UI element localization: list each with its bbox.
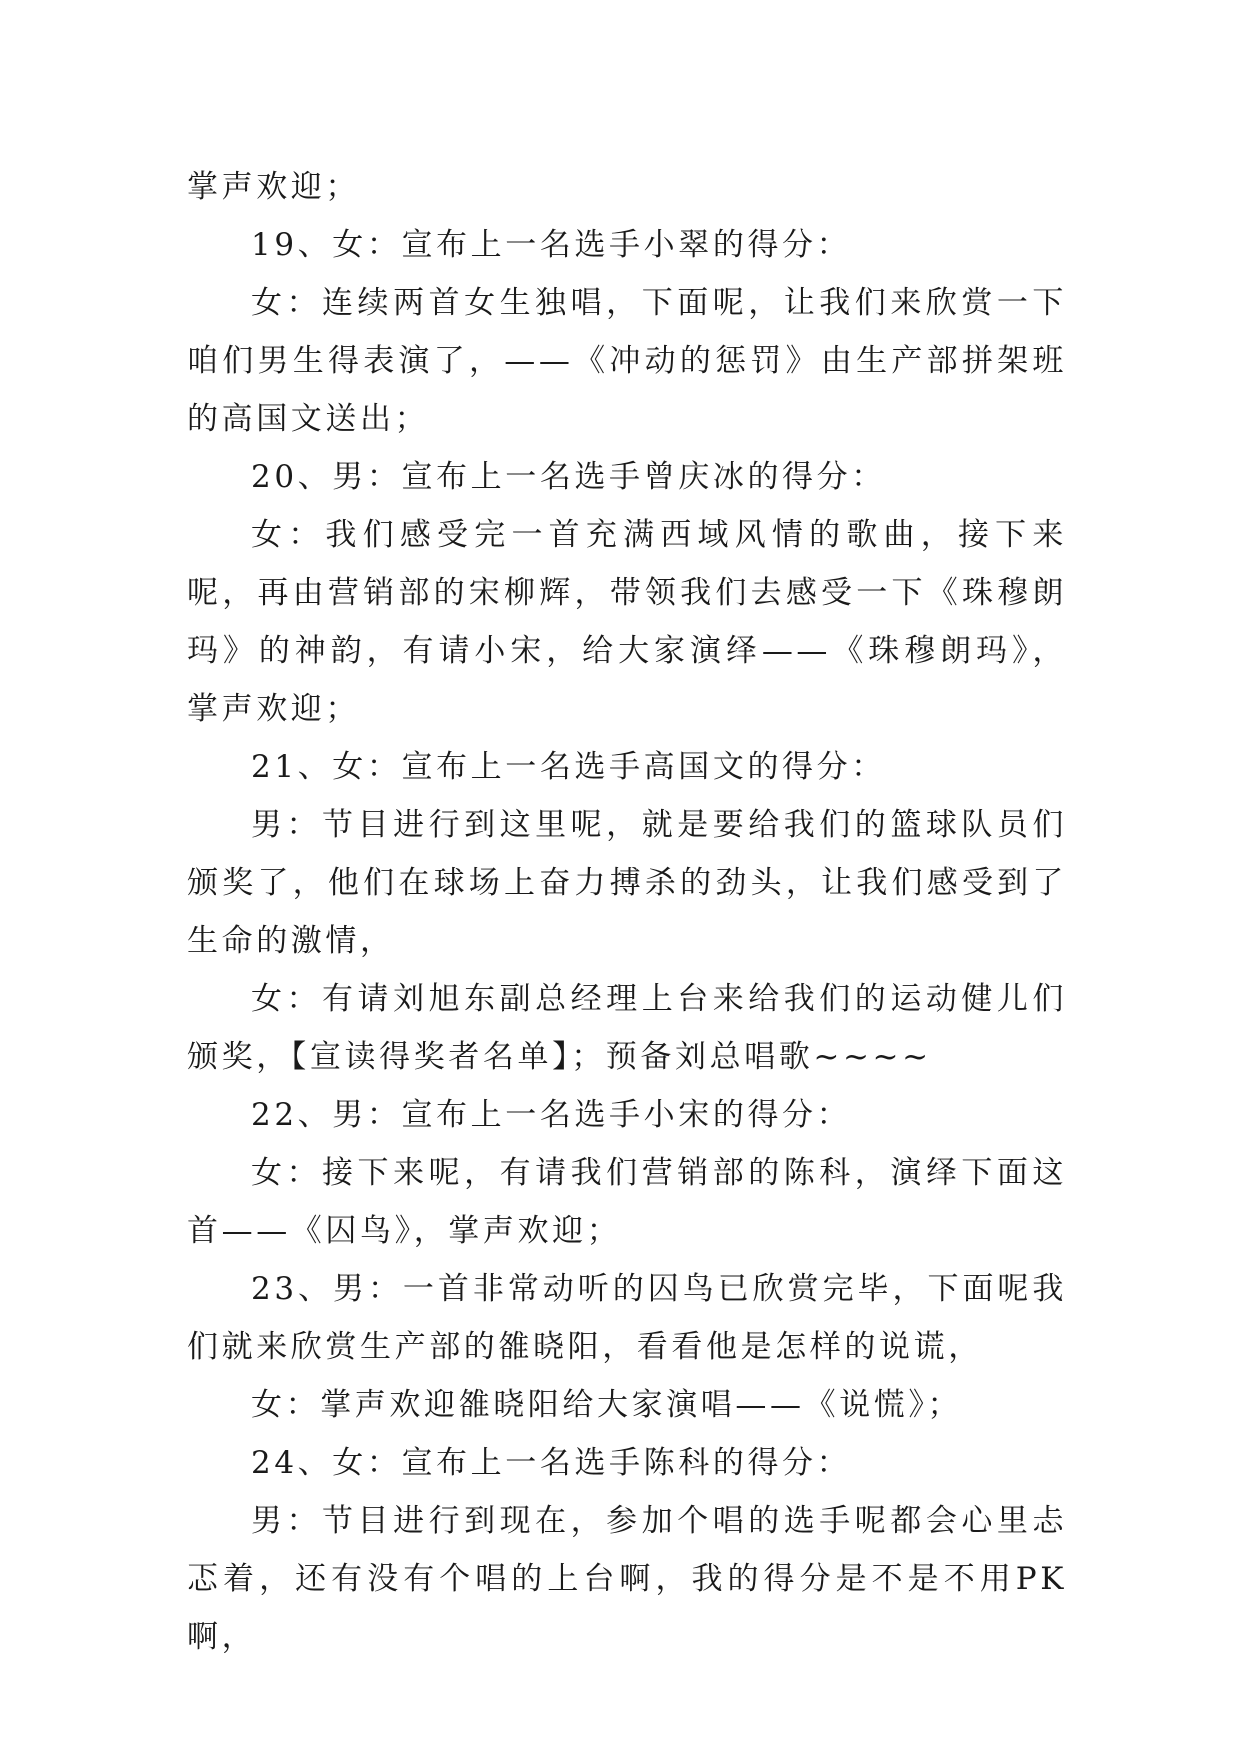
paragraph: 男：节目进行到现在，参加个唱的选手呢都会心里忐忑着，还有没有个唱的上台啊，我的得分是不是不用PK啊， [187, 1503, 1067, 1655]
paragraph: 19、女：宣布上一名选手小翠的得分： [251, 227, 852, 263]
document-body [187, 158, 1067, 1666]
paragraph: 20、男：宣布上一名选手曾庆冰的得分： [251, 459, 886, 495]
paragraph: 女：接下来呢，有请我们营销部的陈科，演绎下面这首——《囚鸟》，掌声欢迎； [187, 1155, 1067, 1249]
paragraph: 男：节目进行到这里呢，就是要给我们的篮球队员们颁奖了，他们在球场上奋力搏杀的劲头，让我们感受到了生命的激情， [187, 807, 1067, 959]
paragraph: 女：有请刘旭东副总经理上台来给我们的运动健儿们颁奖，【宣读得奖者名单】；预备刘总唱歌~~~~ [187, 981, 1067, 1075]
paragraph: 掌声欢迎； [187, 169, 360, 205]
paragraph: 22、男：宣布上一名选手小宋的得分： [251, 1097, 852, 1133]
paragraph: 女：我们感受完一首充满西域风情的歌曲，接下来呢，再由营销部的宋柳辉，带领我们去感受一下《珠穆朗玛》的神韵，有请小宋，给大家演绎——《珠穆朗玛》，掌声欢迎； [187, 517, 1067, 727]
paragraph: 21、女：宣布上一名选手高国文的得分： [251, 749, 886, 785]
paragraph: 23、男：一首非常动听的囚鸟已欣赏完毕，下面呢我们就来欣赏生产部的雒晓阳，看看他是怎样的说谎， [187, 1271, 1067, 1365]
paragraph: 24、女：宣布上一名选手陈科的得分： [251, 1445, 852, 1481]
paragraph: 女：连续两首女生独唱，下面呢，让我们来欣赏一下咱们男生得表演了，——《冲动的惩罚》由生产部拼架班的高国文送出； [187, 285, 1067, 437]
paragraph: 女：掌声欢迎雒晓阳给大家演唱——《说慌》； [251, 1387, 963, 1423]
